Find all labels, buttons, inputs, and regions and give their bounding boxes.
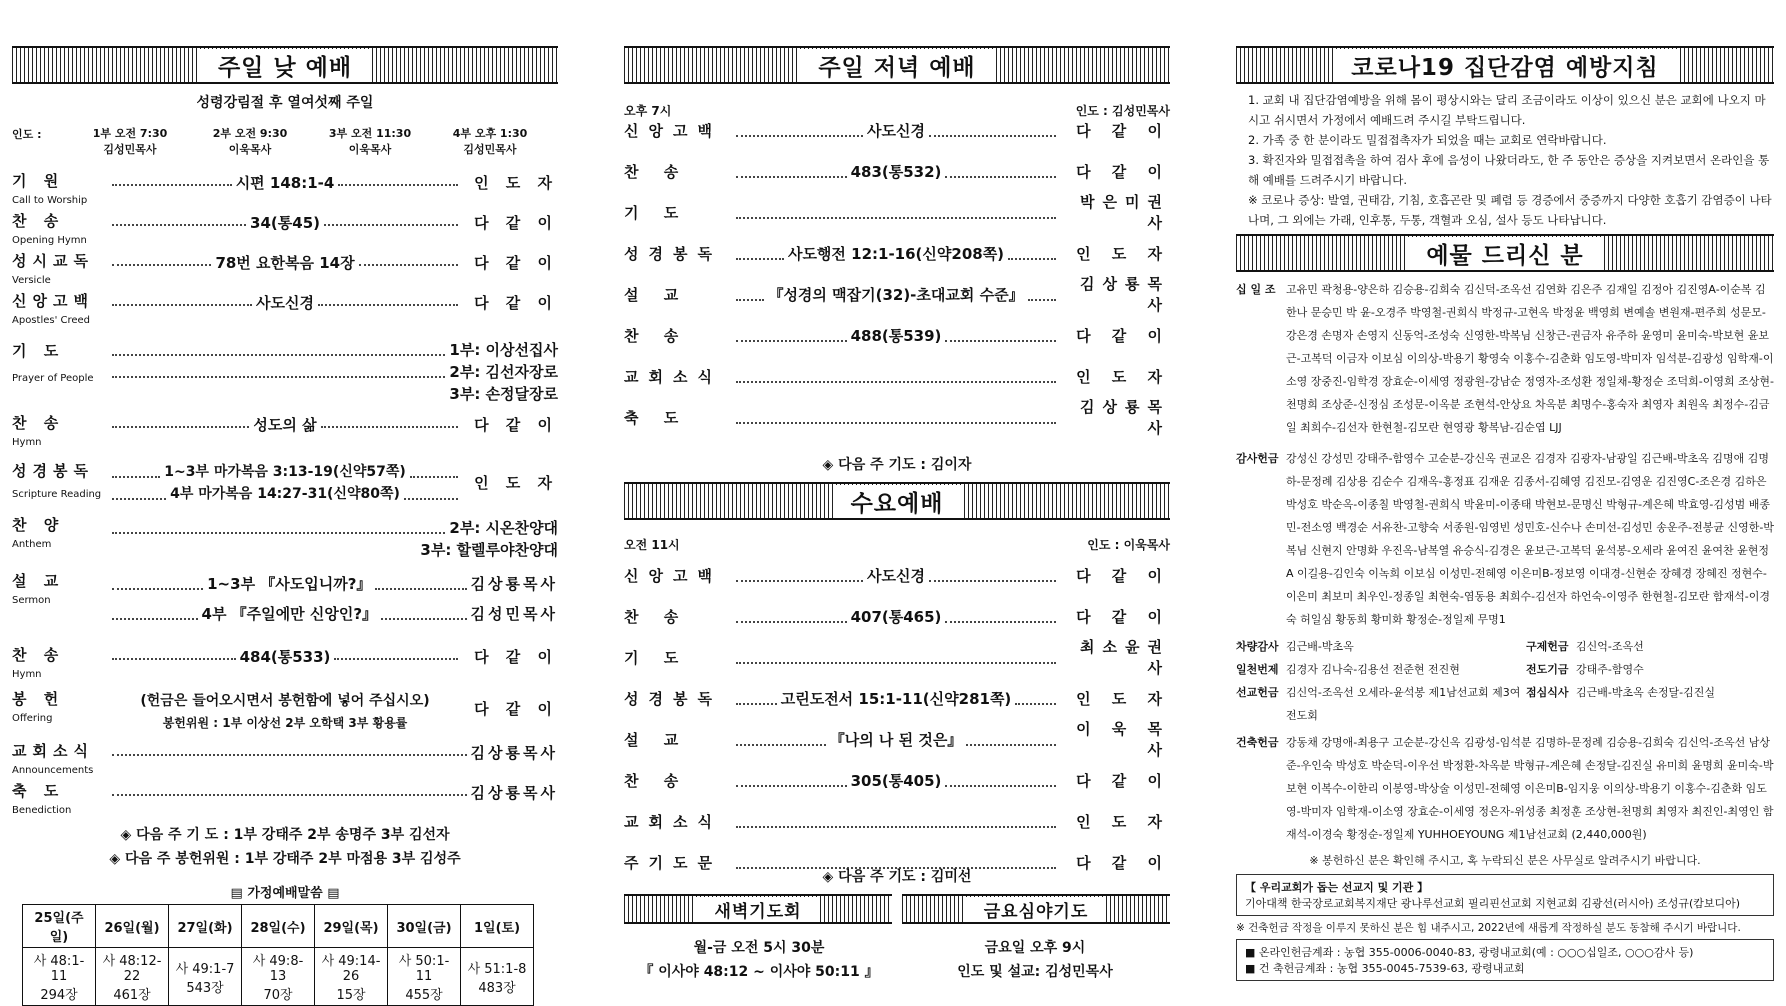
leader-dots: [929, 123, 1056, 137]
next-week-prayer: ◈ 다음 주 기 도 : 1부 강태주 2부 송명주 3부 김선자: [120, 827, 450, 843]
leader-dots: [112, 606, 198, 620]
item-leader: 다 같 이: [1076, 326, 1171, 345]
leader-dots: [736, 568, 863, 582]
wed-next-prayer: ◈ 다음 주 기도 : 김미선: [822, 869, 972, 885]
wed-leader: 인도 : 이욱목사: [1087, 538, 1170, 552]
order-row: [624, 241, 1170, 265]
item-content: 사도신경: [256, 294, 314, 312]
leader-dots: [736, 773, 847, 787]
item-name: 설 교: [12, 572, 65, 590]
building-list: [1236, 731, 1774, 846]
leader-dots: [381, 606, 467, 620]
leader-dots: [736, 123, 863, 137]
order-row: [624, 686, 1170, 710]
dawn-time: 월-금 오전 5시 30분: [693, 940, 825, 956]
day-header: 28일(수): [242, 905, 315, 948]
wed-time: 오전 11시: [624, 538, 680, 552]
offering-label: 구제헌금: [1526, 640, 1569, 653]
leader-dots: [945, 328, 1056, 342]
order-prayer: [12, 338, 558, 404]
prayer-leader-2: 2부: 김선자장로: [449, 362, 558, 381]
item-name: 설 교: [624, 730, 689, 749]
leader-dots: [112, 414, 249, 428]
item-content: 484(통533): [239, 648, 331, 666]
leader-dots: [736, 732, 826, 746]
order-creed: [12, 292, 558, 330]
leader-dots: [334, 646, 458, 660]
order-row: [624, 638, 1170, 677]
rule-item: 2. 가족 중 한 분이라도 밀접접촉자가 되었을 때는 교회로 연락바랍니다.: [1248, 133, 1607, 147]
item-content: 사도신경: [867, 121, 925, 140]
leader-dots: [375, 576, 466, 590]
mission-box-text: 기아대책 한국장로교회복지재단 광나루선교회 필리핀선교회 지현교회 김광선(러시아) 조성규(캄보디아): [1245, 897, 1741, 910]
section-header: [1236, 234, 1774, 272]
order-closing-hymn: [12, 646, 558, 684]
order-offering: [12, 690, 558, 731]
item-name: 축 도: [12, 782, 65, 800]
offering-label: 건축헌금: [1236, 736, 1279, 749]
day-cell: 사 50:1-11 455장: [388, 948, 461, 1006]
order-row: [624, 159, 1170, 183]
section-header: [12, 46, 558, 84]
item-content: 407(통465): [850, 607, 942, 626]
leader-dots: [112, 520, 445, 534]
item-leader: 김상룡목사: [1080, 275, 1171, 314]
ministers-label: 인도 :: [12, 128, 42, 141]
item-name: 찬 송: [12, 414, 65, 432]
building-note: ※ 건축헌금 작정을 이루지 못하신 분은 힘 내주시고, 2022년에 새롭게 작정하실 분도 동참해 주시기 바랍니다.: [1236, 922, 1741, 934]
item-name: 교회소식: [624, 812, 722, 831]
table-row: [23, 905, 534, 948]
item-leader: 다 같 이: [474, 700, 558, 718]
dawn-header: [624, 894, 892, 924]
item-english: Versicle: [12, 275, 51, 286]
order-opening-hymn: [12, 212, 558, 250]
order-anthem: [12, 516, 558, 560]
day-header: 26일(월): [96, 905, 169, 948]
friday-header: [902, 894, 1170, 924]
service-time: 1부 오전 7:30: [92, 127, 168, 140]
table-row: [23, 948, 534, 1006]
leader-dots: [112, 364, 445, 378]
service-time: 3부 오전 11:30: [328, 127, 412, 140]
item-english: Anthem: [12, 539, 52, 550]
leader-dots: [966, 732, 1056, 746]
offering-names: 강태주-함영수: [1576, 663, 1644, 676]
day-cell: 사 49:14-26 15장: [315, 948, 388, 1006]
item-english: Offering: [12, 713, 53, 724]
scripture-2: 4부 마가복음 14:27-31(신약80쪽): [170, 486, 400, 502]
covid-rules: [1248, 90, 1774, 230]
leader-dots: [736, 410, 1056, 424]
leader-dots: [359, 252, 458, 266]
notices-section: [1236, 46, 1774, 986]
item-leader: 다 같 이: [474, 214, 559, 232]
item-english: Hymn: [12, 437, 42, 448]
item-content: 고린도전서 15:1-11(신약281쪽): [780, 689, 1012, 708]
offering-label: 전도기금: [1526, 663, 1569, 676]
order-hymn: [12, 414, 558, 452]
sermon-preacher-2: 김성민목사: [470, 604, 558, 623]
accounts-box: [1236, 939, 1774, 981]
item-name: 찬 양: [12, 516, 65, 534]
prayer-leader-1: 1부: 이상선집사: [449, 340, 558, 359]
item-name: 찬 송: [624, 162, 689, 181]
leader-dots: [112, 486, 166, 500]
offering-names: 김근배-박초옥 손정달-김진실: [1576, 686, 1715, 699]
item-leader: 이 욱 목 사: [1076, 720, 1171, 759]
offering-note: (헌금은 들어오시면서 봉헌함에 넣어 주십시오): [140, 693, 430, 709]
item-name: 기 원: [12, 172, 65, 190]
item-content: 시편 148:1-4: [235, 174, 335, 192]
item-content: 305(통405): [850, 771, 942, 790]
item-content: 34(통45): [250, 214, 320, 232]
section-title: 수요예배: [833, 485, 962, 518]
item-leader: 다 같 이: [1076, 853, 1170, 872]
leader-dots: [736, 205, 1056, 219]
section-title: 주일 낮 예배: [200, 49, 370, 82]
item-leader: 인 도 자: [1076, 244, 1170, 263]
rule-item: 3. 확진자와 밀접접촉을 하여 검사 후에 음성이 나왔더라도, 한 주 동안은 증상을 지켜보면서 온라인을 통해 예배를 드려주시기 바랍니다.: [1248, 153, 1770, 187]
leader-dots: [112, 782, 467, 796]
leader-dots: [945, 164, 1056, 178]
offering-label: 감사헌금: [1236, 452, 1279, 465]
minister-3: [310, 126, 430, 158]
item-english: Opening Hymn: [12, 235, 87, 246]
day-cell: 사 51:1-8 483장: [461, 948, 534, 1006]
section-header: [624, 46, 1170, 84]
account-building: ■ 건 축헌금계좌 : 농협 355-0045-7539-63, 광령내교회: [1245, 962, 1525, 975]
prayer-leader-3: 3부: 손정달장로: [449, 384, 558, 403]
minister-4: [430, 126, 550, 158]
item-leader: 다 같 이: [474, 294, 558, 312]
tithe-list: [1236, 278, 1774, 439]
item-leader: 인 도 자: [1076, 812, 1170, 831]
day-header: 30일(금): [388, 905, 461, 948]
order-scripture: [12, 460, 558, 506]
anthem-choir-1: 2부: 시온찬양대: [449, 518, 558, 537]
order-row: [624, 604, 1170, 628]
offering-committee: 봉헌위원 : 1부 이상선 2부 오학택 3부 황용률: [162, 716, 408, 730]
leader-dots: [736, 287, 764, 301]
item-english: Prayer of People: [12, 373, 94, 384]
anthem-choir-2: 3부: 할렐루야찬양대: [420, 540, 558, 559]
day-header: 1일(토): [461, 905, 534, 948]
section-title: 예물 드리신 분: [1408, 237, 1601, 270]
leader-dots: [112, 742, 467, 756]
thanks-list: [1236, 447, 1774, 631]
item-english: Sermon: [12, 595, 51, 606]
leader-dots: [112, 646, 236, 660]
order-row: [624, 809, 1170, 833]
item-name: 찬 송: [12, 646, 65, 664]
item-content: 488(통539): [850, 326, 942, 345]
item-name: 신앙고백: [624, 121, 722, 140]
friday-time: 금요일 오후 9시: [984, 940, 1086, 956]
minister-1: [70, 126, 190, 158]
item-name: 성경봉독: [624, 244, 722, 263]
order-row: [624, 118, 1170, 142]
service-time: 4부 오후 1:30: [452, 127, 528, 140]
item-content: 483(통532): [850, 162, 942, 181]
item-name: 성경봉독: [12, 462, 94, 480]
item-leader: 다 같 이: [474, 648, 559, 666]
item-name: 교회소식: [624, 367, 722, 386]
item-name: 기 도: [12, 342, 65, 360]
evening-time: 오후 7시: [624, 104, 672, 118]
item-leader: 김상룡목사: [1080, 398, 1170, 437]
item-english: Announcements: [12, 765, 94, 776]
leader-dots: [324, 212, 458, 226]
item-leader: 김상룡목사: [470, 784, 558, 802]
minister-name: 김성민목사: [103, 143, 157, 156]
day-cell: 사 48:1-11 294장: [23, 948, 96, 1006]
minister-2: [190, 126, 310, 158]
sunday-morning-section: [12, 46, 558, 976]
account-online: ■ 온라인헌금계좌 : 농협 355-0006-0040-83, 광령내교회(예 : ○○○십일조, ○○○감사 등): [1245, 946, 1694, 959]
offering-notice: ※ 봉헌하신 분은 확인해 주시고, 혹 누락되신 분은 사무실로 알려주시기 바랍니다.: [1309, 854, 1701, 867]
evening-next-prayer: ◈ 다음 주 기도 : 김이자: [822, 457, 972, 473]
day-header: 25일(주일): [23, 905, 96, 948]
order-row: [624, 563, 1170, 587]
family-worship-title: ▤ 가정예배말씀 ▤: [230, 886, 340, 901]
leader-dots: [410, 464, 458, 478]
leader-dots: [112, 212, 246, 226]
mission-box: [1236, 874, 1774, 916]
day-cell: 사 48:12-22 461장: [96, 948, 169, 1006]
item-content: 『나의 나 된 것은』: [829, 730, 963, 749]
leader-dots: [1015, 691, 1056, 705]
item-leader: 다 같 이: [474, 254, 559, 272]
item-name: 찬 송: [12, 212, 65, 230]
item-leader: 박은미권사: [1080, 193, 1170, 232]
item-leader: 인 도 자: [1076, 367, 1170, 386]
item-name: 성경봉독: [624, 689, 722, 708]
order-row: [624, 720, 1171, 759]
leader-dots: [112, 292, 252, 306]
section-header: [624, 482, 1170, 520]
minister-name: 이욱목사: [348, 143, 392, 156]
item-leader: 김상룡목사: [470, 744, 558, 762]
offering-label: 선교헌금: [1236, 686, 1279, 699]
offering-label: 일천번제: [1236, 663, 1279, 676]
friday-title: 금요심야기도: [966, 897, 1107, 922]
order-row: [624, 768, 1170, 792]
friday-leader: 인도 및 설교: 김성민목사: [957, 964, 1113, 980]
item-name: 주기도문: [624, 853, 722, 872]
dawn-scripture: 『 이사야 48:12 ~ 이사야 50:11 』: [639, 964, 879, 980]
order-versicle: [12, 252, 558, 290]
day-cell: 사 49:8-13 70장: [242, 948, 315, 1006]
next-week-offering: ◈ 다음 주 봉헌위원 : 1부 강태주 2부 마점용 3부 김성주: [109, 851, 461, 867]
item-leader: 인 도 자: [1076, 689, 1171, 708]
order-row: [624, 364, 1170, 388]
item-english: Hymn: [12, 669, 42, 680]
scripture-1: 1~3부 마가복음 3:13-19(신약57쪽): [164, 464, 406, 480]
sermon-preacher-1: 김상룡목사: [470, 574, 559, 593]
section-title: 주일 저녁 예배: [800, 49, 993, 82]
offering-label: 점심식사: [1526, 686, 1569, 699]
item-content: 사도행전 12:1-16(신약208쪽): [787, 244, 1005, 263]
leader-dots: [736, 246, 784, 260]
order-row: [624, 275, 1171, 314]
offering-names: 강성신 강성민 강태주-함영수 고순분-강신옥 권교은 김경자 김광자-남광일 김근배-박초옥 김명애 김명하-문정례 김상용 김순수 김재옥-홍정표 김재운 김종서-김혜영 김진모-김영운 김진영C-조은경 김하은 박성호 박순옥-이종칠 박영철-권희식 박윤미-이종태 박현보-문명신 박형규-계은혜 박효영-김성범 배종민-전소영 백경순 서유찬-고향숙 서종원-임영빈 성민호-신수나 손미선-김성민 송운주-전봉균 신영한-박복님 신현지 안명화 우진옥-남복열 유승식-김경은 윤보근-고복덕 윤석봉-오세라 윤여진 윤여찬 윤현정A 이길용-김인숙 이녹희 이보심 이성민-전혜영 이은미B-정보영 이대경-신현순 장혜경 장혜진 정현수-이은미 최보미 최우인-정종일 최현숙-염동용 최희수-김선자 하언숙-이영주 한현철-김모란 함재석-이경숙 허일심 황동희 황미화 황정순-정일제 무명1: [1286, 452, 1774, 626]
rule-item: ※ 코로나 증상: 발열, 권태감, 기침, 호흡곤란 및 폐렴 등 경증에서 중증까지 다양한 호흡기 감염증이 나타나며, 그 외에는 가래, 인후통, 두통, 객혈과 오심, 설사 등도 나타납니다.: [1248, 193, 1772, 227]
item-leader: 인 도 자: [474, 474, 558, 492]
minister-name: 김성민목사: [463, 143, 517, 156]
item-english: Scripture Reading: [12, 489, 102, 500]
offering-names: 김근배-박초옥: [1286, 640, 1354, 653]
leader-dots: [1008, 246, 1056, 260]
sermon-title-1: 1~3부 『사도입니까?』: [207, 574, 372, 593]
section-header: [1236, 46, 1774, 84]
item-leader: 다 같 이: [474, 416, 558, 434]
item-leader: 다 같 이: [1076, 162, 1171, 181]
leader-dots: [736, 814, 1056, 828]
section-title: 코로나19 집단감염 예방지침: [1333, 49, 1676, 82]
item-leader: 다 같 이: [1076, 121, 1170, 140]
item-content: 사도신경: [867, 566, 925, 585]
item-name: 봉 헌: [12, 690, 65, 708]
offering-names: 김신억-조옥선: [1576, 640, 1644, 653]
item-content: 성도의 삶: [253, 416, 317, 434]
leader-dots: [736, 369, 1056, 383]
leader-dots: [338, 172, 458, 186]
offering-label: 십 일 조: [1236, 283, 1276, 296]
order-call-to-worship: [12, 172, 558, 210]
leader-dots: [736, 609, 847, 623]
leader-dots: [112, 576, 203, 590]
order-row: [624, 323, 1170, 347]
leader-dots: [736, 650, 1056, 664]
item-name: 신앙고백: [624, 566, 722, 585]
item-name: 성시교독: [12, 252, 94, 270]
leader-dots: [318, 292, 458, 306]
leader-dots: [945, 773, 1056, 787]
order-row: [624, 398, 1170, 437]
evening-section: [624, 46, 1170, 986]
item-name: 기 도: [624, 203, 689, 222]
item-name: 찬 송: [624, 771, 689, 790]
leader-dots: [929, 568, 1056, 582]
item-name: 신앙고백: [12, 292, 94, 310]
leader-dots: [112, 464, 160, 478]
item-leader: 다 같 이: [1076, 771, 1171, 790]
item-name: 기 도: [624, 648, 689, 667]
item-english: Benediction: [12, 805, 72, 816]
item-leader: 다 같 이: [1076, 607, 1171, 626]
family-worship-table: [22, 904, 534, 1006]
day-header: 29일(목): [315, 905, 388, 948]
dawn-title: 새벽기도회: [696, 897, 819, 922]
order-announcements: [12, 742, 558, 780]
item-content: 『성경의 맥잡기(32)-초대교회 수준』: [768, 285, 1024, 304]
day-cell: 사 49:1-7 543장: [169, 948, 242, 1006]
sermon-title-2: 4부 『주일에만 신앙인?』: [201, 604, 378, 623]
offering-names: 강동채 강명애-최용구 고순분-강신옥 김광성-임석분 김명하-문정례 김승용-김희숙 김신억-조옥선 남상준-우인숙 박성호 박순덕-이우선 박정환-차옥분 박형규-계은혜 손정달-김진실 유미희 윤명희 윤미숙-박보현 이복수-이한리 이봉영-박상술 이성민-전혜영 이은미B-임지웅 이의상-박용기 이홍수-김춘화 임도영-박미자 임학재-이소영 장효순-이세영 정은자-위성종 최정훈 조상현-천명희 최영자 최진인-최영인 함재석-이경숙 황정순-정일제 YUHHOEYOUNG 제1남선교회 (2,440,000원): [1286, 736, 1774, 841]
leader-dots: [736, 164, 847, 178]
item-name: 교회소식: [12, 742, 94, 760]
minister-name: 이욱목사: [228, 143, 272, 156]
item-leader: 다 같 이: [1076, 566, 1170, 585]
leader-dots: [736, 328, 847, 342]
order-benediction: [12, 782, 558, 820]
mission-box-title: 【 우리교회가 돕는 선교지 및 기관 】: [1245, 881, 1429, 894]
leader-dots: [112, 342, 445, 356]
item-name: 설 교: [624, 285, 689, 304]
subtitle: 성령강림절 후 열여섯째 주일: [196, 95, 374, 111]
leader-dots: [404, 486, 458, 500]
leader-dots: [945, 609, 1056, 623]
order-row: [624, 193, 1170, 232]
leader-dots: [1028, 287, 1056, 301]
item-content: 78번 요한복음 14장: [215, 254, 355, 272]
offering-label: 차량감사: [1236, 640, 1279, 653]
evening-leader: 인도 : 김성민목사: [1075, 104, 1170, 118]
item-name: 찬 송: [624, 326, 689, 345]
offering-names: 고유민 곽청용-양은하 김승용-김희숙 김신덕-조옥선 김연화 김은주 김재일 김정아 김진영A-이순복 김한나 문승민 박 윤-오경주 박영철-권희식 박정규-고현옥 박정윤 백영희 변예솔 변원재-편주희 성문모-강은경 손명자 손영지 신동억-조성숙 신영한-박복님 신창근-권금자 유주하 윤영미 윤미숙-박보현 윤보근-고복덕 이금자 이보심 이의상-박용기 황영숙 이홍수-김춘화 임도영-박미자 임석분-김광성 임학재-이소영 장중진-임학경 장효순-이세영 정광원-강남순 정영자-조성환 정일채-황정순 조덕희-이영희 조상현-천명희 조상준-신정심 조성문-이옥분 조현석-안상요 차옥분 최명수-홍숙자 최영자 최원옥 최정수-김금일 최희수-김선자 한현철-김모란 현영광 황복남-김순엽 LJJ: [1286, 283, 1774, 434]
item-leader: 인 도 자: [474, 174, 558, 192]
day-header: 27일(화): [169, 905, 242, 948]
item-english: Apostles' Creed: [12, 315, 91, 326]
offering-names: 김신억-조옥선 오세라-윤석봉 제1남선교회 제3여전도회: [1286, 686, 1521, 722]
leader-dots: [112, 252, 211, 266]
item-name: 축 도: [624, 408, 689, 427]
item-english: Call to Worship: [12, 195, 88, 206]
rule-item: 1. 교회 내 집단감염예방을 위해 몸이 평상시와는 달리 조금이라도 이상이 있으신 분은 교회에 나오지 마시고 쉬시면서 가정에서 예배드려 주시길 부탁드립니다.: [1248, 93, 1766, 127]
leader-dots: [736, 691, 777, 705]
leader-dots: [112, 172, 232, 186]
leader-dots: [321, 414, 458, 428]
item-leader: 최소윤권사: [1080, 638, 1170, 677]
offering-names: 김경자 김나숙-김용선 전준현 전진현: [1286, 663, 1460, 676]
item-name: 찬 송: [624, 607, 689, 626]
service-time: 2부 오전 9:30: [212, 127, 288, 140]
order-sermon: [12, 572, 558, 624]
ministers: [12, 126, 558, 158]
